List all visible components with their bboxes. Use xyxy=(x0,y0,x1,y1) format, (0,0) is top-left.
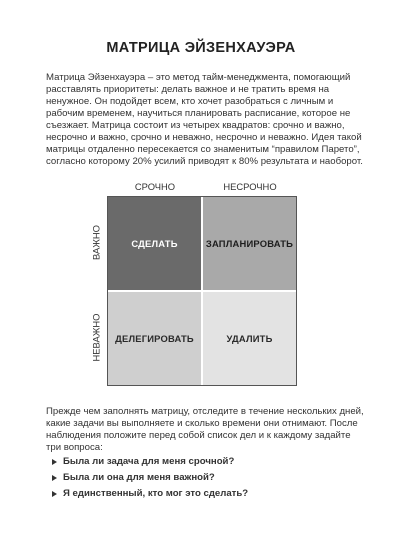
triangle-bullet-icon xyxy=(52,459,57,465)
page-title: МАТРИЦА ЭЙЗЕНХАУЭРА xyxy=(106,40,296,56)
list-item xyxy=(52,470,362,486)
quadrant-delete: УДАЛИТЬ xyxy=(203,292,296,385)
question-text: Была ли задача для меня срочной? xyxy=(63,456,235,467)
question-text: Была ли она для меня важной? xyxy=(63,472,215,483)
quadrant-delegate: ДЕЛЕГИРОВАТЬ xyxy=(108,292,201,385)
question-text: Я единственный, кто мог это сделать? xyxy=(63,488,249,499)
quadrant-plan: ЗАПЛАНИРОВАТЬ xyxy=(203,197,296,290)
quadrant-do: СДЕЛАТЬ xyxy=(108,197,201,290)
triangle-bullet-icon xyxy=(52,475,57,481)
questions-list xyxy=(52,454,362,502)
list-item xyxy=(52,486,362,502)
list-item xyxy=(52,454,362,470)
eisenhower-matrix xyxy=(107,196,297,386)
column-label-urgent: СРОЧНО xyxy=(134,181,176,192)
column-label-not-urgent: НЕСРОЧНО xyxy=(223,181,277,192)
outro-paragraph: Прежде чем заполнять матрицу, отследите в течение нескольких дней, какие задачи вы выполняете и сколько времени они отнимают. После наблюдения положите перед собой список дел и к каждому задайте три вопроса: xyxy=(46,406,364,453)
row-label-important: ВАЖНО xyxy=(90,225,102,260)
intro-paragraph: Матрица Эйзенхауэра – это метод тайм-менеджмента, помогающий расставлять приоритеты: делать важное и не тратить время на ненужное. Он подойдет всем, кто хочет разобраться с личным и рабочим временем, научиться планировать расписание, которое не съезжает. Матрица состоит из четырех квадратов: срочно и важно, несрочно и важно, срочно и неважно, несрочно и неважно. Идея такой матрицы отдаленно пересекается со знаменитым “правилом Парето”, согласно которому 20% усилий приводят к 80% результата и наоборот. xyxy=(46,72,363,167)
row-label-not-important: НЕВАЖНО xyxy=(90,313,102,362)
triangle-bullet-icon xyxy=(52,491,57,497)
